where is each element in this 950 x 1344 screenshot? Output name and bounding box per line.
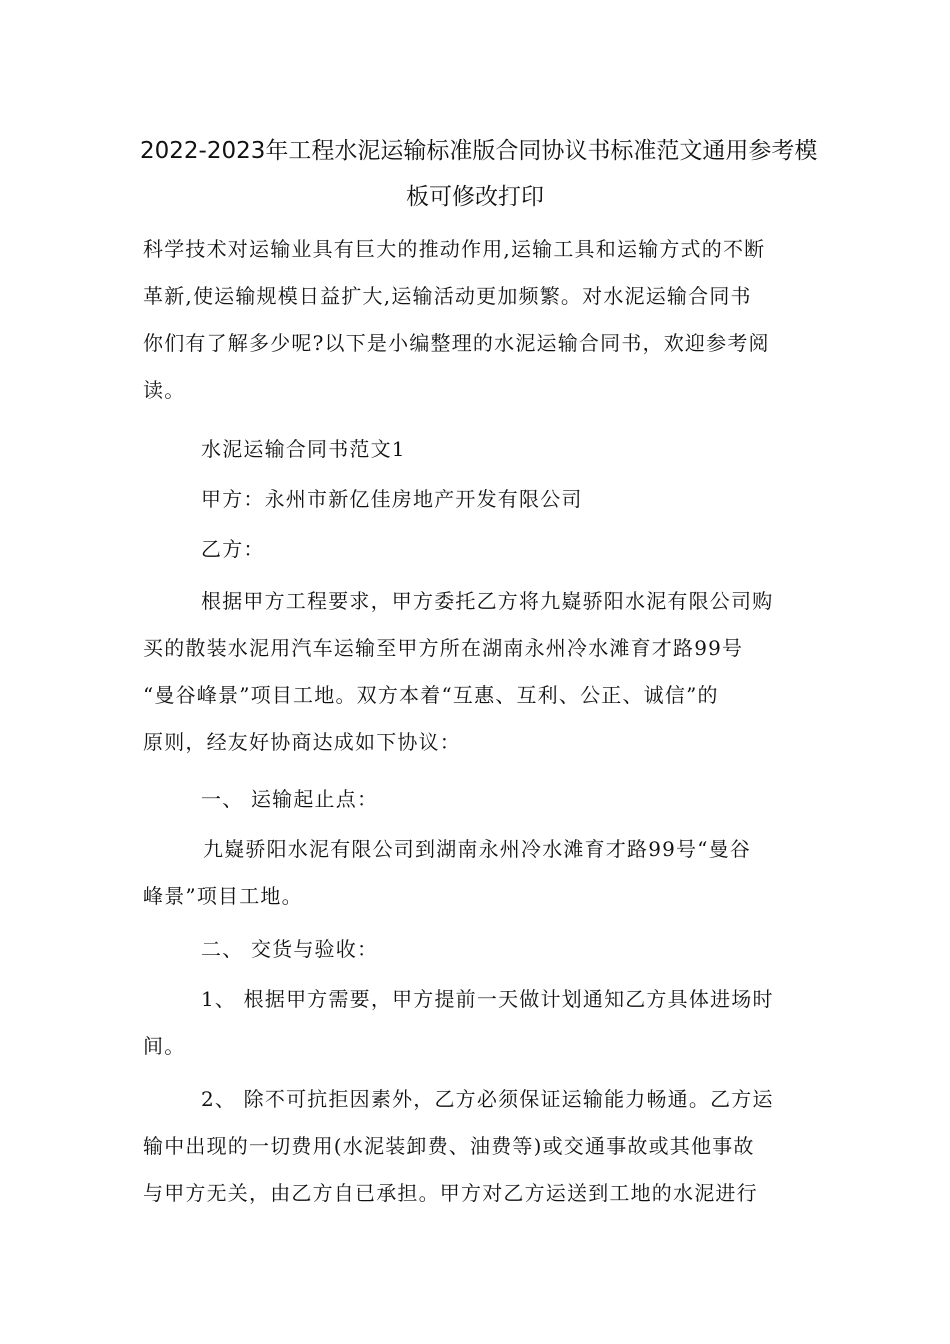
title-line-1: 2022-2023年工程水泥运输标准版合同协议书标准范文通用参考模 bbox=[140, 138, 818, 164]
item-2-line-2: 输中出现的一切费用(水泥装卸费、油费等)或交通事故或其他事故 bbox=[143, 1134, 755, 1158]
item-2-line-3: 与甲方无关，由乙方自已承担。甲方对乙方运送到工地的水泥进行 bbox=[143, 1181, 758, 1205]
title-line-2: 板可修改打印 bbox=[406, 184, 544, 210]
preamble-paragraph bbox=[143, 578, 773, 766]
intro-line-3: 你们有了解多少呢?以下是小编整理的水泥运输合同书，欢迎参考阅 bbox=[143, 331, 770, 355]
item-1-line-1: 1、 根据甲方需要，甲方提前一天做计划通知乙方具体进场时 bbox=[201, 987, 774, 1011]
intro-line-2: 革新,使运输规模日益扩大,运输活动更加频繁。对水泥运输合同书 bbox=[143, 284, 752, 308]
section-heading: 水泥运输合同书范文1 bbox=[201, 437, 406, 461]
preamble-line-3: “曼谷峰景”项目工地。双方本着“互惠、互利、公正、诚信”的 bbox=[143, 683, 719, 707]
intro-paragraph bbox=[143, 226, 770, 414]
item-1-paragraph bbox=[143, 976, 774, 1070]
clause-1-line-2: 峰景”项目工地。 bbox=[143, 884, 303, 908]
preamble-line-2: 买的散装水泥用汽车运输至甲方所在湖南永州冷水滩育才路99号 bbox=[143, 636, 744, 660]
intro-line-1: 科学技术对运输业具有巨大的推动作用,运输工具和运输方式的不断 bbox=[143, 237, 766, 261]
item-2-paragraph bbox=[143, 1076, 774, 1217]
party-a-line: 甲方：永州市新亿佳房地产开发有限公司 bbox=[201, 487, 583, 511]
clause-1-paragraph bbox=[143, 826, 751, 920]
preamble-line-4: 原则，经友好协商达成如下协议： bbox=[143, 730, 461, 754]
clause-1-line-1: 九嶷骄阳水泥有限公司到湖南永州冷水滩育才路99号“曼谷 bbox=[203, 837, 752, 861]
document-title bbox=[140, 128, 818, 220]
item-2-line-1: 2、 除不可抗拒因素外，乙方必须保证运输能力畅通。乙方运 bbox=[201, 1087, 774, 1111]
preamble-line-1: 根据甲方工程要求，甲方委托乙方将九嶷骄阳水泥有限公司购 bbox=[201, 589, 774, 613]
item-1-line-2: 间。 bbox=[143, 1034, 186, 1058]
party-b-line: 乙方： bbox=[201, 537, 265, 561]
clause-1-heading: 一、 运输起止点： bbox=[201, 787, 379, 811]
intro-line-4: 读。 bbox=[143, 378, 186, 402]
clause-2-heading: 二、 交货与验收： bbox=[201, 937, 379, 961]
